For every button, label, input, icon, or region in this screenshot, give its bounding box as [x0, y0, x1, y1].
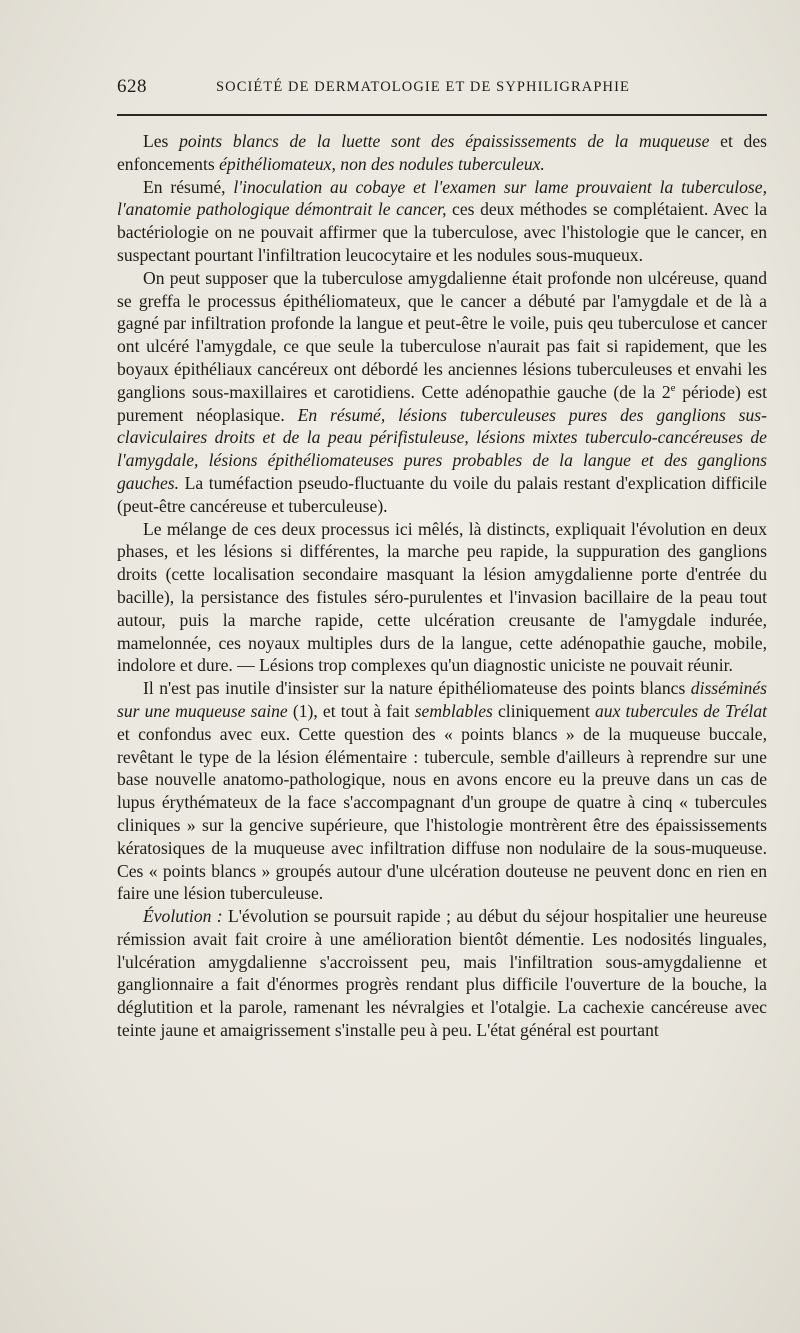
text-run: En résumé, — [143, 176, 234, 197]
paragraph — [117, 176, 767, 267]
paragraph — [117, 518, 767, 678]
italic-text: épithéliomateux, non des nodules tuberculeux. — [219, 153, 545, 174]
text-run: La tuméfaction pseudo-fluctuante du voile du palais restant d'explication difficile (peut-être cancéreuse et tuberculeuse). — [117, 472, 767, 516]
text-run: et des enfoncements — [117, 131, 767, 174]
paragraph — [117, 677, 767, 905]
italic-text: Évolution : — [143, 906, 223, 927]
text-run: cliniquement — [492, 700, 595, 721]
text-run: Il n'est pas inutile d'insister sur la nature épithéliomateuse des points blancs — [143, 678, 691, 699]
italic-text: aux tubercules de Trélat — [594, 700, 768, 721]
paragraph — [117, 267, 767, 518]
italic-text: En résumé, lésions tuberculeuses pures des ganglions sus-claviculaires droits et de la peau périfistuleuse, lésions mixtes tuberculo-cancéreuses de l'amygdale, lésions épithéliomateuses pures probables de la langue et des ganglions gauches. — [117, 404, 768, 493]
text-run: L'évolution se poursuit rapide ; au début du séjour hospitalier une heureuse rémission avait fait croire à une amélioration bientôt démentie. Les nodosités linguales, l'ulcération amygdalienne s'accroissent peu, mais l'infiltration sous-amygdalienne et ganglionnaire a fait d'énormes progrès rendant plus difficile l'ouverture de la bouche, la déglutition et la parole, ramenant les névralgies et l'otalgie. La cachexie cancéreuse avec teinte jaune et amaigrissement s'installe peu à peu. L'état général est pourtant — [117, 906, 767, 1041]
superscript-text: e — [670, 381, 676, 394]
text-run: période) est purement néoplasique. — [117, 381, 767, 425]
text-run: Le mélange de ces deux processus ici mêlés, là distincts, expliquait l'évolution en deux phases, et les lésions si différentes, la marche peu rapide, la suppuration des ganglions droits (cette localisation secondaire masquant la lésion amygdalienne porte d'entrée du bacille), la persistance des fistules séro-purulentes et l'invasion bacillaire de la peau tout autour, puis la marche rapide, cette ulcération creusante de l'amygdale indurée, mamelonnée, ces noyaux multiples durs de la langue, cette adénopathie gauche, mobile, indolore et dure. — Lésions trop complexes qu'un diagnostic uniciste ne pouvait réunir. — [117, 518, 767, 676]
paragraph — [117, 130, 767, 176]
italic-text: semblables — [414, 700, 493, 721]
body-text — [117, 130, 767, 1042]
running-title: SOCIÉTÉ DE DERMATOLOGIE ET DE SYPHILIGRAPHIE — [216, 79, 630, 95]
paragraph — [117, 905, 767, 1042]
page-header — [117, 76, 767, 104]
text-run: On peut supposer que la tuberculose amygdalienne était profonde non ulcéreuse, quand se greffa le processus épithéliomateux, que le cancer a débuté par l'amygdale et de là a gagné par infiltration profonde la langue et peut-être le voile, puis qeu tuberculose et cancer ont ulcéré l'amygdale, ce que seule la tuberculose n'aurait pas fait si rapidement, que les boyaux épithéliaux cancéreux ont débordé les anciennes lésions tuberculeuses et envahi les ganglions sous-maxillaires et carotidiens. Cette adénopathie gauche (de la 2 — [117, 267, 767, 402]
text-run: Les — [143, 131, 180, 151]
header-rule — [117, 114, 767, 116]
italic-text: disséminés sur une muqueuse saine — [117, 678, 767, 721]
text-run: ces deux méthodes se complétaient. Avec la bactériologie on ne pouvait affirmer que la tuberculose, avec l'histologie que le cancer, en suspectant pourtant l'infiltration leucocytaire et les nodules sous-muqueux. — [117, 199, 768, 265]
italic-text: l'inoculation au cobaye et l'examen sur lame prouvaient la tuberculose, l'anatomie pathologique démontrait le cancer, — [117, 176, 767, 220]
text-run: et confondus avec eux. Cette question des « points blancs » de la muqueuse buccale, revêtant le type de la lésion élémentaire : tubercule, semble d'ailleurs à reprendre sur une base nouvelle anatomo-pathologique, nous en avons encore eu la preuve dans un cas de lupus érythémateux de la face s'accompagnant d'un groupe de quatre à cinq « tubercules cliniques » sur la gencive supérieure, que l'histologie montrèrent être des épaississements kératosiques de la muqueuse avec infiltration diffuse non nodulaire de la sous-muqueuse. Ces « points blancs » groupés autour d'une ulcération douteuse ne peuvent donc en rien en faire une lésion tuberculeuse. — [117, 723, 767, 904]
italic-text: points blancs de la luette sont des épaississements de la muqueuse — [179, 131, 710, 151]
text-run: (1), et tout à fait — [287, 700, 415, 721]
page-number: 628 — [117, 76, 147, 97]
